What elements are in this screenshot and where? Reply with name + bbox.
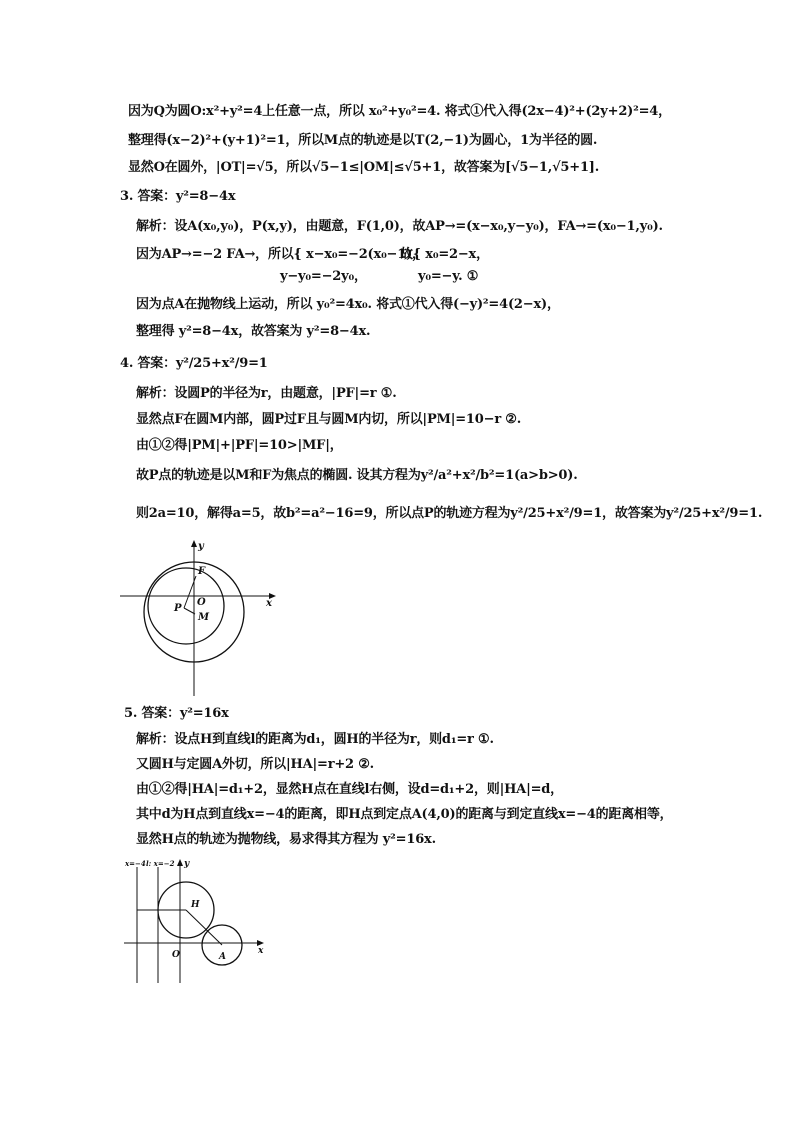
segment-ha (186, 910, 222, 945)
label-f: F (198, 566, 206, 577)
label-x-minus-4: x=−4 (125, 859, 146, 868)
label-h: H (191, 900, 200, 910)
label-o: O (197, 597, 206, 608)
label-x: x (258, 946, 264, 956)
text-line-3: 显然O在圆外，|OT|=√5，所以√5−1≤|OM|≤√5+1，故答案为[√5−1,√5+1]. (128, 160, 600, 175)
circle-p (148, 568, 224, 644)
answer-4-heading: 4. 答案：y²/25+x²/9=1 (120, 356, 268, 371)
text-line-17: 解析：设点H到直线l的距离为d₁，圆H的半径为r，则d₁=r ①. (136, 732, 494, 747)
figure-ellipse-circles (118, 538, 278, 698)
text-line-14: 故P点的轨迹是以M和F为焦点的椭圆. 设其方程为y²/a²+x²/b²=1(a>b>0). (136, 468, 578, 483)
label-y: y (184, 859, 190, 869)
label-o: O (172, 950, 180, 960)
text-line-9: 整理得 y²=8−4x，故答案为 y²=8−4x. (136, 324, 371, 339)
label-y: y (198, 541, 204, 552)
figure-parabola-circles (122, 855, 272, 985)
text-line-2: 整理得(x−2)²+(y+1)²=1，所以M点的轨迹是以T(2,−1)为圆心，1为半径的圆. (128, 133, 598, 148)
text-line-12: 显然点F在圆M内部，圆P过F且与圆M内切，所以|PM|=10−r ②. (136, 412, 522, 427)
label-m: M (198, 612, 210, 623)
text-line-15: 则2a=10，解得a=5，故b²=a²−16=9，所以点P的轨迹方程为y²/25+x²/9=1，故答案为y²/25+x²/9=1. (136, 506, 763, 521)
text-line-8: 因为点A在抛物线上运动，所以 y₀²=4x₀. 将式①代入得(−y)²=4(2−x)， (136, 297, 560, 312)
text-line-18: 又圆H与定圆A外切，所以|HA|=r+2 ②. (136, 757, 374, 772)
text-line-7a: y−y₀=−2y₀， (280, 269, 367, 284)
answer-5-heading: 5. 答案：y²=16x (124, 706, 229, 721)
y-axis-arrow (191, 540, 197, 547)
label-x: x (266, 598, 272, 609)
label-line-l: l: x=−2 (146, 859, 175, 868)
text-line-5: 解析：设A(x₀,y₀)，P(x,y)，由题意，F(1,0)，故AP→=(x−x₀,y−y₀)，FA→=(x₀−1,y₀). (136, 219, 663, 234)
answer-3-heading: 3. 答案：y²=8−4x (120, 189, 236, 204)
text-line-20: 其中d为H点到直线x=−4的距离，即H点到定点A(4,0)的距离与到定直线x=−4的距离相等， (136, 807, 673, 822)
text-line-13: 由①②得|PM|+|PF|=10>|MF|， (136, 438, 343, 453)
text-line-21: 显然H点的轨迹为抛物线，易求得其方程为 y²=16x. (136, 832, 436, 847)
text-line-19: 由①②得|HA|=d₁+2，显然H点在直线l右侧，设d=d₁+2，则|HA|=d， (136, 782, 563, 797)
y-axis-arrow (177, 859, 183, 866)
label-p: P (174, 603, 182, 614)
label-a: A (219, 952, 226, 962)
text-line-7b: y₀=−y. ① (418, 269, 479, 284)
text-line-1: 因为Q为圆O:x²+y²=4上任意一点，所以 x₀²+y₀²=4. 将式①代入得(2x−4)²+(2y+2)²=4， (128, 104, 671, 119)
text-line-6a: 因为AP→=−2 FA→，所以{ x−x₀=−2(x₀−1)， (136, 247, 425, 262)
text-line-6b: 故{ x₀=2−x， (400, 247, 489, 262)
segment-pm (184, 608, 195, 614)
text-line-11: 解析：设圆P的半径为r，由题意，|PF|=r ①. (136, 386, 397, 401)
